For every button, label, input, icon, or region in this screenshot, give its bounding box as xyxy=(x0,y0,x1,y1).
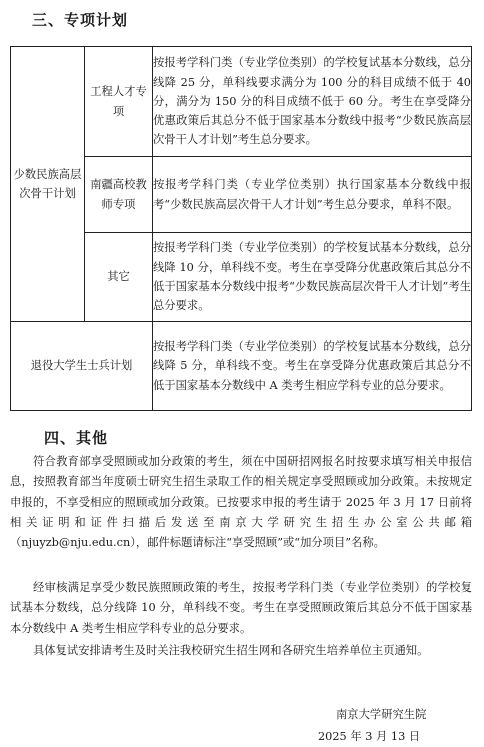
requirement-cell: 按报考学科门类（专业学位类别）的学校复试基本分数线，总分线降 25 分，单科线要求满分为 100 分的科目成绩不低于 40 分，满分为 150 分的科目成绩不低于 60 分。考生在享受降分优惠政策后其总分不低于国家基本分数线中报考“少数民族高层次骨干人才计划”考生总分要求。 xyxy=(153,47,472,157)
requirement-cell: 按报考学科门类（专业学位类别）的学校复试基本分数线，总分线降 5 分，单科线不变。考生在享受降分优惠政策后其总分不低于国家基本分数线中 A 类考生相应学科专业的总分要求。 xyxy=(153,322,472,411)
category-cell-minority-plan: 少数民族高层次骨干计划 xyxy=(11,47,85,322)
signature-date: 2025 年 3 月 13 日 xyxy=(318,730,421,743)
subcategory-cell-other: 其它 xyxy=(85,233,153,322)
requirement-cell: 按报考学科门类（专业学位类别）执行国家基本分数线中报考“少数民族高层次骨干人才计划”考生总分要求，单科不限。 xyxy=(153,157,472,233)
requirement-cell: 按报考学科门类（专业学位类别）的学校复试基本分数线，总分线降 10 分，单科线不变。考生在享受降分优惠政策后其总分不低于国家基本分数线中报考“少数民族高层次骨干人才计划”考生总分要求。 xyxy=(153,233,472,322)
signature-organization: 南京大学研究生院 xyxy=(336,708,427,721)
subcategory-cell-engineering: 工程人才专项 xyxy=(85,47,153,157)
paragraph-bonus-policy: 符合教育部享受照顾或加分政策的考生，须在中国研招网报名时按要求填写相关申报信息，按照教育部当年度硕士研究生招生录取工作的相关规定享受照顾或加分政策。未按规定申报的，不享受相应的照顾或加分政策。已按要求申报的考生请于 2025 年 3 月 17 日前将相关证明和证件扫描后发送至南京大学研究生招生办公室公共邮箱（njuyzb@nju.edu.cn），邮件标题请标注“享受照顾”或“加分项目”名称。 xyxy=(10,455,472,550)
table-row xyxy=(11,47,472,157)
special-plans-table xyxy=(10,46,472,411)
paragraph-retest-notice: 具体复试安排请考生及时关注我校研究生招生网和各研究生培养单位主页通知。 xyxy=(33,644,429,657)
table-row xyxy=(11,322,472,411)
section-heading-other: 四、其他 xyxy=(44,429,109,447)
category-cell-veteran-plan: 退役大学生士兵计划 xyxy=(11,322,153,411)
subcategory-cell-south-xinjiang: 南疆高校教师专项 xyxy=(85,157,153,233)
paragraph-minority-care: 经审核满足享受少数民族照顾政策的考生，按报考学科门类（专业学位类别）的学校复试基本分数线，总分线降 10 分，单科线不变。考生在享受照顾政策后其总分不低于国家基本分数线中 A 类考生相应学科专业的总分要求。 xyxy=(10,581,472,635)
section-heading-special-plans: 三、专项计划 xyxy=(32,11,129,29)
